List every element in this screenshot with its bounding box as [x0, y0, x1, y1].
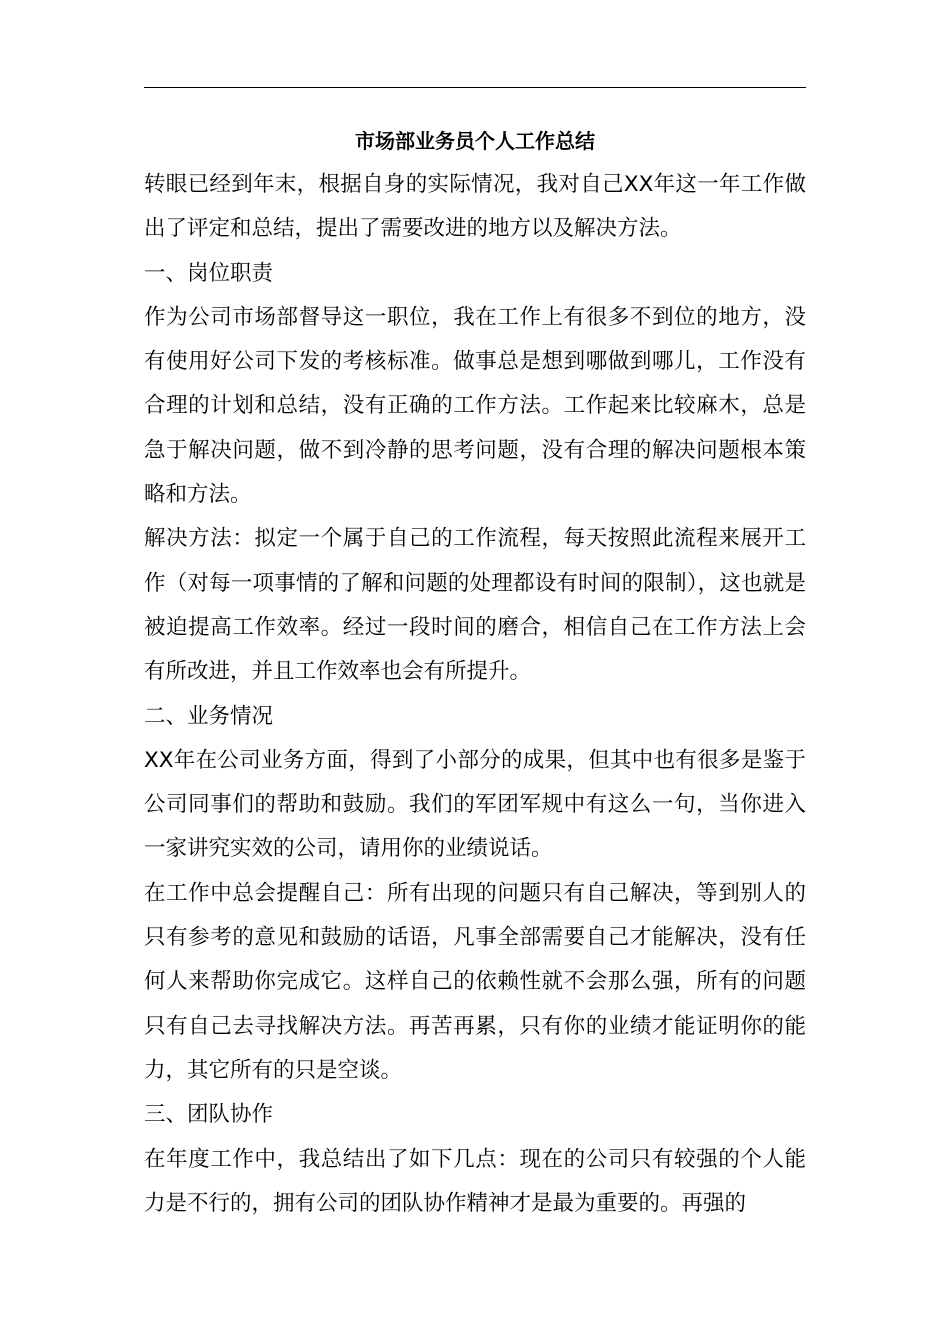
section-heading-business: 二、业务情况 — [144, 703, 274, 729]
section-heading-job-duties: 一、岗位职责 — [144, 260, 274, 286]
job-duties-paragraph: 作为公司市场部督导这一职位，我在工作上有很多不到位的地方，没有使用好公司下发的考核标准。做事总是想到哪做到哪儿，工作没有合理的计划和总结，没有正确的工作方法。工作起来比较麻木，总是急于解决问题，做不到冷静的思考问题，没有合理的解决问题根本策略和方法。 — [144, 304, 806, 508]
solution-paragraph: 解决方法：拟定一个属于自己的工作流程，每天按照此流程来展开工作（对每一项事情的了解和问题的处理都设有时间的限制），这也就是被迫提高工作效率。经过一段时间的磨合，相信自己在工作方法上会有所改进，并且工作效率也会有所提升。 — [144, 526, 806, 685]
section-heading-teamwork: 三、团队协作 — [144, 1102, 274, 1128]
intro-paragraph: 转眼已经到年末，根据自身的实际情况，我对自己XX年这一年工作做出了评定和总结，提出了需要改进的地方以及解决方法。 — [144, 172, 806, 242]
teamwork-paragraph: 在年度工作中，我总结出了如下几点：现在的公司只有较强的个人能力是不行的，拥有公司的团队协作精神才是最为重要的。再强的 — [144, 1146, 806, 1216]
document-title: 市场部业务员个人工作总结 — [355, 129, 595, 153]
document-body — [144, 163, 806, 1226]
self-reminder-paragraph: 在工作中总会提醒自己：所有出现的问题只有自己解决，等到别人的只有参考的意见和鼓励的话语，凡事全部需要自己才能解决，没有任何人来帮助你完成它。这样自己的依赖性就不会那么强，所有的问题只有自己去寻找解决方法。再苦再累，只有你的业绩才能证明你的能力，其它所有的只是空谈。 — [144, 880, 806, 1083]
business-paragraph: XX年在公司业务方面，得到了小部分的成果，但其中也有很多是鉴于公司同事们的帮助和鼓励。我们的军团军规中有这么一句，当你进入一家讲究实效的公司，请用你的业绩说话。 — [144, 747, 806, 862]
header-rule — [144, 87, 806, 88]
